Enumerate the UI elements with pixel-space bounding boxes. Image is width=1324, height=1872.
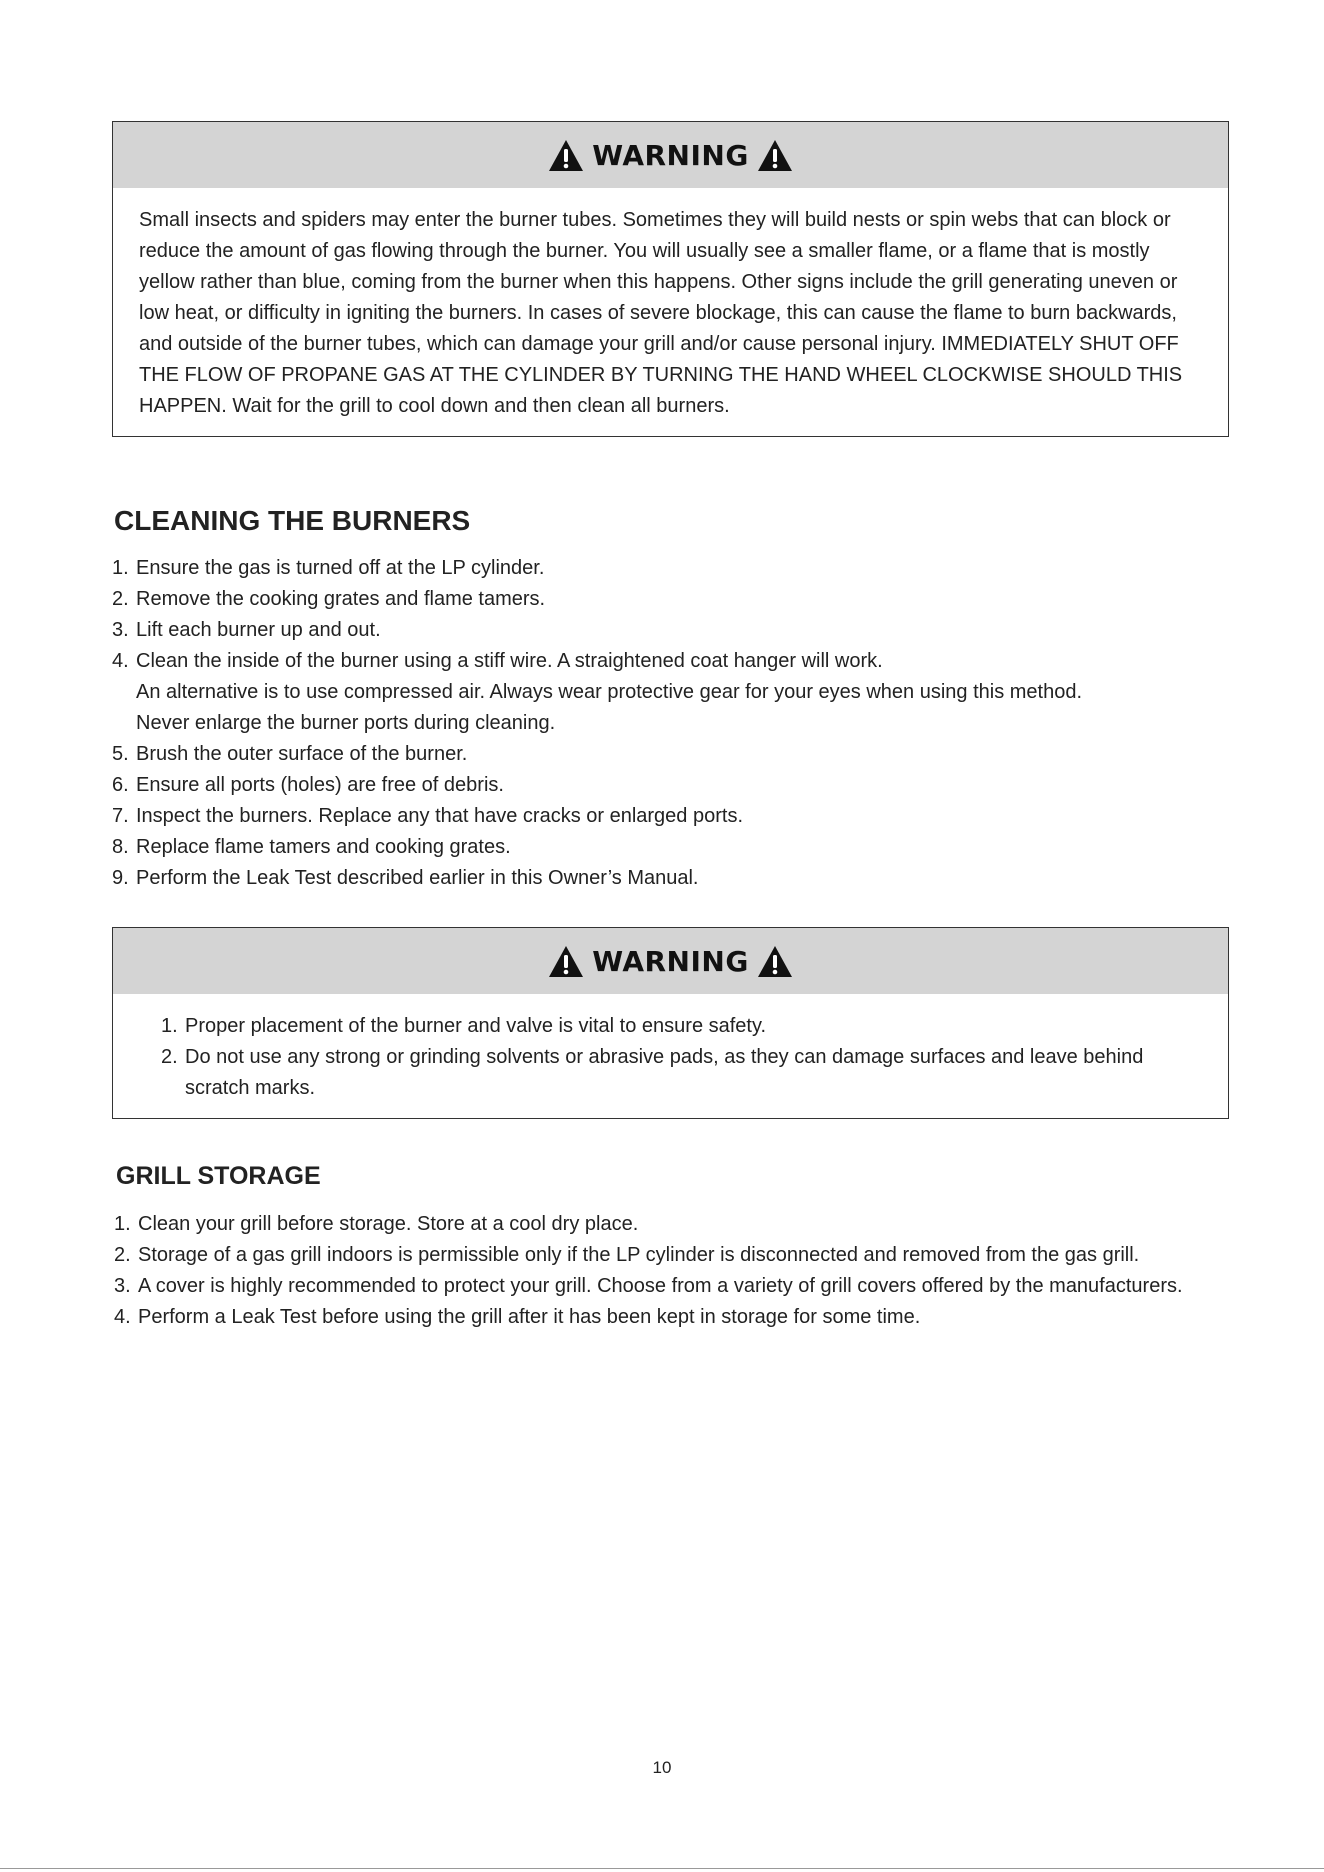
warning-triangle-icon	[548, 945, 584, 978]
list-item	[112, 708, 1252, 739]
list-item	[114, 1209, 1264, 1240]
list-item-number: 2.	[112, 588, 129, 610]
section-heading-cleaning: CLEANING THE BURNERS	[114, 505, 471, 536]
list-item	[112, 615, 1252, 646]
cleaning-steps-list	[112, 553, 1252, 894]
warning-title: WARNING	[592, 944, 749, 978]
list-item	[114, 1271, 1264, 1302]
list-item	[112, 832, 1252, 863]
list-item	[112, 863, 1252, 894]
list-item-text: Lift each burner up and out.	[136, 619, 381, 641]
warning-header	[113, 122, 1228, 188]
list-item-text: Remove the cooking grates and flame tamers.	[136, 588, 546, 610]
list-item-number: 1.	[112, 557, 129, 579]
list-item-text: Ensure all ports (holes) are free of debris.	[136, 774, 504, 796]
list-item-text: Inspect the burners. Replace any that have cracks or enlarged ports.	[136, 805, 744, 827]
list-item-text: An alternative is to use compressed air. Always wear protective gear for your eyes when using this method.	[136, 681, 1083, 703]
list-item-text: Brush the outer surface of the burner.	[136, 743, 468, 765]
storage-steps-list	[114, 1209, 1264, 1333]
warning-title: WARNING	[592, 138, 749, 172]
list-item-number: 6.	[112, 774, 129, 796]
list-item-text: Clean your grill before storage. Store at a cool dry place.	[138, 1213, 639, 1235]
list-item-number: 1.	[161, 1015, 178, 1037]
list-item-text: A cover is highly recommended to protect your grill. Choose from a variety of grill covers offered by the manufacturers.	[138, 1275, 1183, 1297]
list-item	[112, 677, 1252, 708]
list-item-number: 9.	[112, 867, 129, 889]
list-item-number: 7.	[112, 805, 129, 827]
list-item-text: Ensure the gas is turned off at the LP cylinder.	[136, 557, 545, 579]
list-item-text: Do not use any strong or grinding solvents or abrasive pads, as they can damage surfaces and leave behind scratch marks.	[185, 1046, 1144, 1099]
list-item-number: 5.	[112, 743, 129, 765]
list-item	[112, 584, 1252, 615]
warning-box-insects	[112, 121, 1229, 437]
list-item-number: 2.	[161, 1046, 178, 1068]
list-item-number: 1.	[114, 1213, 131, 1235]
bottom-rule	[0, 1868, 1324, 1869]
warning-triangle-icon	[757, 139, 793, 172]
page-number: 10	[652, 1758, 672, 1777]
warning-triangle-icon	[757, 945, 793, 978]
list-item	[161, 1042, 1202, 1104]
list-item-text: Proper placement of the burner and valve is vital to ensure safety.	[185, 1015, 767, 1037]
warning-triangle-icon	[548, 139, 584, 172]
section-heading-storage: GRILL STORAGE	[116, 1162, 321, 1190]
list-item-text: Clean the inside of the burner using a stiff wire. A straightened coat hanger will work.	[136, 650, 883, 672]
list-item-text: Perform a Leak Test before using the grill after it has been kept in storage for some time.	[138, 1306, 921, 1328]
list-item-text: Replace flame tamers and cooking grates.	[136, 836, 511, 858]
list-item	[112, 801, 1252, 832]
list-item-number: 2.	[114, 1244, 131, 1266]
list-item-number: 3.	[112, 619, 129, 641]
list-item	[112, 770, 1252, 801]
warning-text: Small insects and spiders may enter the burner tubes. Sometimes they will build nests or spin webs that can block or reduce the amount of gas flowing through the burner. You will usually see a smaller flame, or a flame that is mostly yellow rather than blue, coming from the burner when this happens. Other signs include the grill generating uneven or low heat, or difficulty in igniting the burners. In cases of severe blockage, this can cause the flame to burn backwards, and outside of the burner tubes, which can damage your grill and/or cause personal injury. IMMEDIATELY SHUT OFF THE FLOW OF PROPANE GAS AT THE CYLINDER BY TURNING THE HAND WHEEL CLOCKWISE SHOULD THIS HAPPEN. Wait for the grill to cool down and then clean all burners.	[139, 209, 1183, 417]
list-item-text: Never enlarge the burner ports during cleaning.	[136, 712, 556, 734]
list-item-text: Storage of a gas grill indoors is permissible only if the LP cylinder is disconnected and removed from the gas grill.	[138, 1244, 1140, 1266]
list-item	[112, 646, 1252, 677]
list-item	[161, 1011, 1202, 1042]
list-item-text: Perform the Leak Test described earlier in this Owner’s Manual.	[136, 867, 699, 889]
list-item-number: 4.	[112, 650, 129, 672]
warning-header	[113, 928, 1228, 994]
list-item	[112, 553, 1252, 584]
list-item	[112, 739, 1252, 770]
warning-box-placement	[112, 927, 1229, 1119]
list-item-number: 8.	[112, 836, 129, 858]
warning-items-list	[139, 1011, 1202, 1104]
warning-body	[113, 994, 1228, 1118]
list-item-number: 4.	[114, 1306, 131, 1328]
list-item-number: 3.	[114, 1275, 131, 1297]
list-item	[114, 1302, 1264, 1333]
list-item	[114, 1240, 1264, 1271]
